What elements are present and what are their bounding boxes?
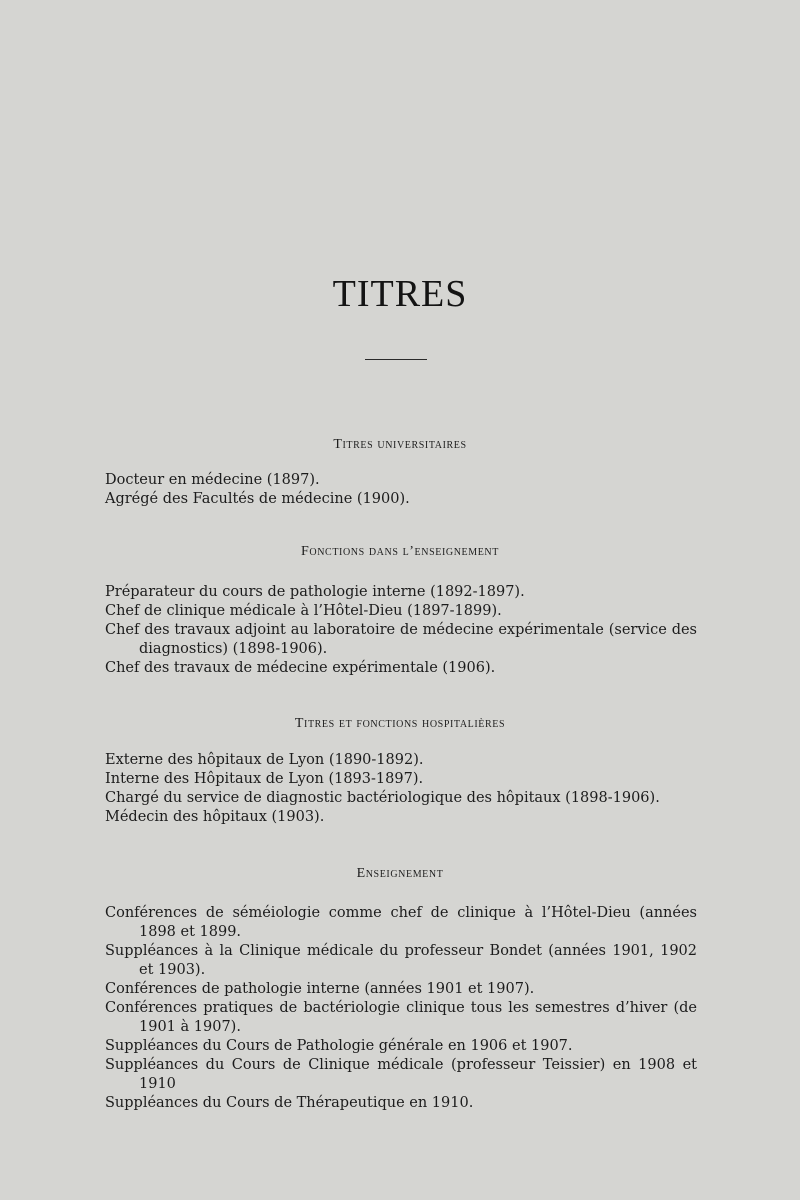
section-heading-titres-hospitalieres: Titres et fonctions hospitalières bbox=[294, 716, 506, 731]
list-item: Conférences de pathologie interne (années 1901 et 1907). bbox=[105, 981, 535, 997]
list-titres-hospitalieres bbox=[105, 751, 697, 827]
section-heading-titres-universitaires: Titres universitaires bbox=[333, 437, 467, 452]
title-rule bbox=[365, 359, 427, 360]
list-item: Suppléances du Cours de Thérapeutique en 1910. bbox=[105, 1095, 474, 1111]
list-item: Préparateur du cours de pathologie interne (1892-1897). bbox=[105, 584, 525, 600]
list-item: Chef des travaux adjoint au laboratoire de médecine expérimentale (service des diagnostics) (1898-1906). bbox=[105, 622, 697, 657]
list-item: Suppléances du Cours de Clinique médicale (professeur Teissier) en 1908 et 1910 bbox=[105, 1057, 697, 1092]
list-titres-universitaires bbox=[105, 471, 697, 509]
list-item: Chargé du service de diagnostic bactériologique des hôpitaux (1898-1906). bbox=[105, 790, 660, 806]
list-item: Conférences pratiques de bactériologie clinique tous les semestres d’hiver (de 1901 à 1907). bbox=[105, 1000, 697, 1035]
list-item: Médecin des hôpitaux (1903). bbox=[105, 809, 325, 825]
list-item: Suppléances à la Clinique médicale du professeur Bondet (années 1901, 1902 et 1903). bbox=[105, 943, 697, 978]
list-item: Agrégé des Facultés de médecine (1900). bbox=[105, 491, 410, 507]
section-heading-fonctions-enseignement: Fonctions dans l’enseignement bbox=[301, 544, 499, 559]
list-enseignement bbox=[105, 904, 697, 1113]
section-heading-enseignement: Enseignement bbox=[356, 866, 444, 881]
list-item: Suppléances du Cours de Pathologie générale en 1906 et 1907. bbox=[105, 1038, 573, 1054]
page-title: TITRES bbox=[332, 273, 468, 315]
list-item: Chef de clinique médicale à l’Hôtel-Dieu (1897-1899). bbox=[105, 603, 502, 619]
list-item: Chef des travaux de médecine expérimentale (1906). bbox=[105, 660, 496, 676]
list-item: Externe des hôpitaux de Lyon (1890-1892). bbox=[105, 752, 424, 768]
list-item: Docteur en médecine (1897). bbox=[105, 472, 320, 488]
list-fonctions-enseignement bbox=[105, 583, 697, 678]
list-item: Conférences de séméiologie comme chef de clinique à l’Hôtel-Dieu (années 1898 et 1899. bbox=[105, 905, 697, 940]
list-item: Interne des Hôpitaux de Lyon (1893-1897). bbox=[105, 771, 424, 787]
